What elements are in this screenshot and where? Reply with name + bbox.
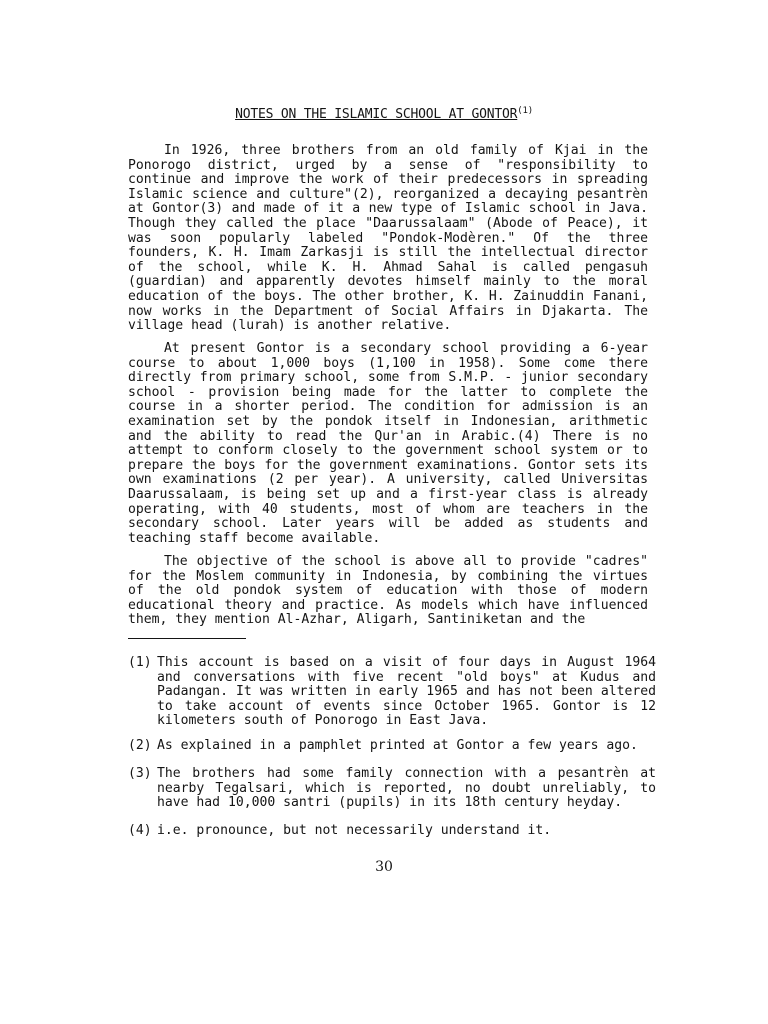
footnote-3 <box>128 767 656 811</box>
footnote-divider <box>128 638 246 639</box>
footnote-number: (3) <box>128 766 152 781</box>
footnote-number: (2) <box>128 738 152 753</box>
footnote-4 <box>128 824 656 839</box>
footnote-text: The brothers had some family connection with a pesantrèn at nearby Tegalsari, which is reported, no doubt unreliably, to have had 10,000 santri (pupils) in its 18th century heyday. <box>157 766 656 811</box>
footnote-number: (4) <box>128 823 152 838</box>
footnote-number: (1) <box>128 655 152 670</box>
footnote-text: As explained in a pamphlet printed at Gontor a few years ago. <box>157 738 638 753</box>
page-number: 30 <box>375 859 393 875</box>
paragraph-objective: The objective of the school is above all to provide "cadres" for the Moslem community in Indonesia, by combining the virtues of the old pondok system of education with those of modern educational theory and practice. As models which have influenced them, they mention Al-Azhar, Aligarh, Santiniketan and the <box>128 554 648 628</box>
title-footnote-ref: (1) <box>517 106 533 116</box>
paragraph-present: At present Gontor is a secondary school providing a 6-year course to about 1,000 boys (1,100 in 1958). Some come there directly from primary school, some from S.M.P. - junior secondary school - provision being made for the latter to complete the course in a shorter period. The condition for admission is an examination set by the pondok itself in Indonesian, arithmetic and the ability to read the Qur'an in Arabic.(4) There is no attempt to conform closely to the government school system or to prepare the boys for the government examinations. Gontor sets its own examinations (2 per year). A university, called Universitas Daarussalaam, is being set up and a first-year class is already operating, with 40 students, most of whom are teachers in the secondary school. Later years will be added as students and teaching staff become available. <box>128 341 648 546</box>
footnote-1 <box>128 656 656 729</box>
page-title: NOTES ON THE ISLAMIC SCHOOL AT GONTOR$^{(1)}$ <box>235 106 533 122</box>
paragraph-founding: In 1926, three brothers from an old family of Kjai in the Ponorogo district, urged by a sense of "responsibility to continue and improve the work of their predecessors in spreading Islamic science and culture"(2), reorganized a decaying pesantrèn at Gontor(3) and made of it a new type of Islamic school in Java. Though they called the place "Daarussalaam" (Abode of Peace), it was soon popularly labeled "Pondok-Modèren." Of the three founders, K. H. Imam Zarkasji is still the intellectual director of the school, while K. H. Ahmad Sahal is called pengasuh (guardian) and apparently devotes himself mainly to the moral education of the boys. The other brother, K. H. Zainuddin Fanani, now works in the Department of Social Affairs in Djakarta. The village head (lurah) is another relative. <box>128 143 648 334</box>
footnote-text: This account is based on a visit of four days in August 1964 and conversations with five recent "old boys" at Kudus and Padangan. It was written in early 1965 and has not been altered to take account of events since October 1965. Gontor is 12 kilometers south of Ponorogo in East Java. <box>157 655 656 729</box>
footnote-2 <box>128 739 656 754</box>
footnote-text: i.e. pronounce, but not necessarily understand it. <box>157 823 552 838</box>
